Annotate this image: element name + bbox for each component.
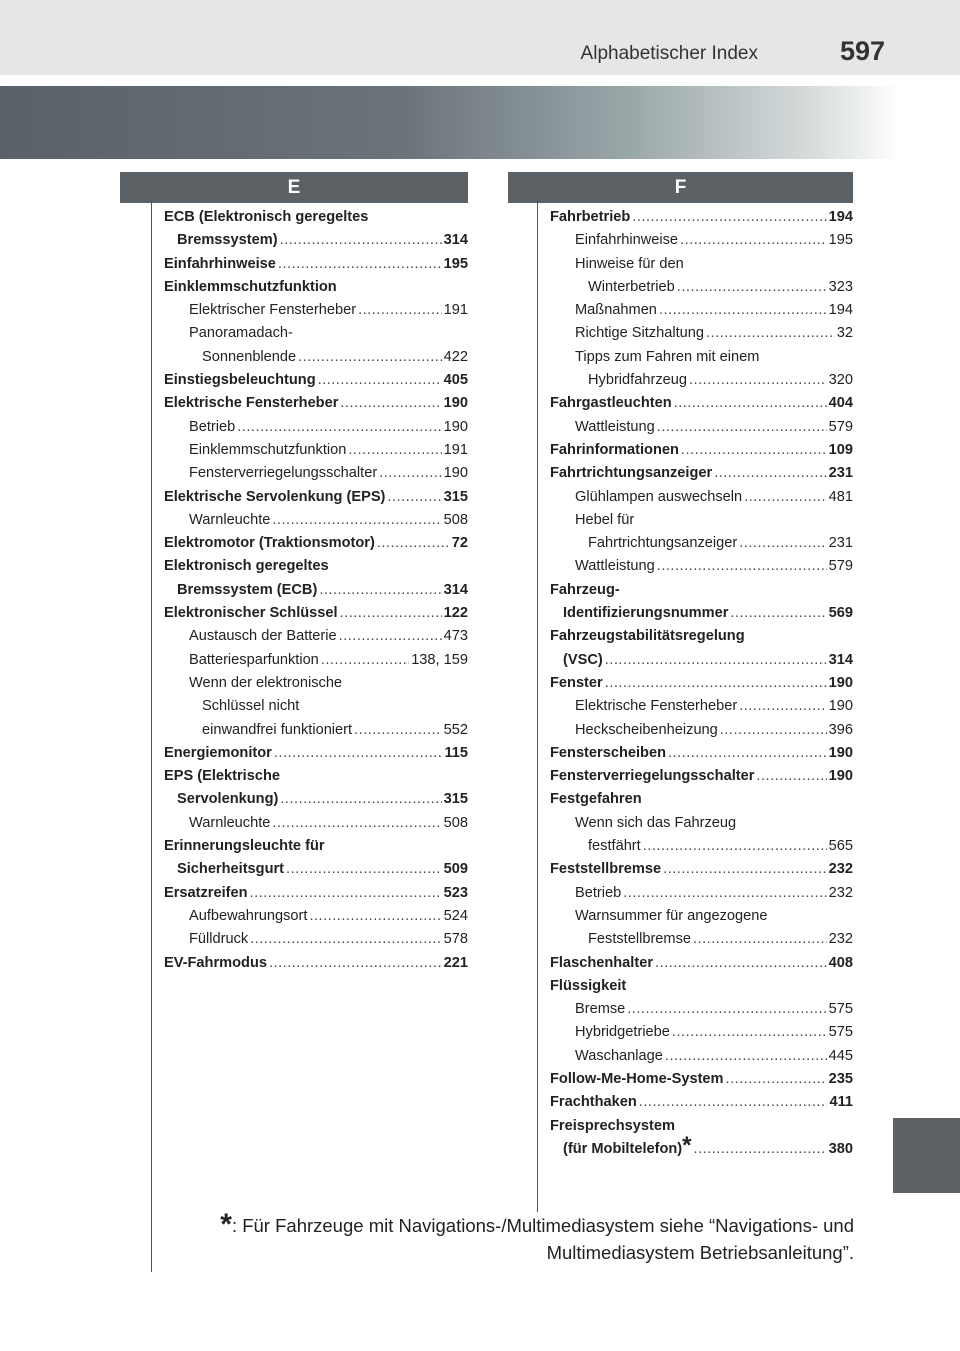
index-entry bbox=[164, 882, 468, 905]
page-reference: 122 bbox=[443, 605, 468, 622]
page-reference: 315 bbox=[443, 791, 468, 808]
index-entry bbox=[164, 602, 468, 625]
index-entry bbox=[164, 812, 468, 835]
index-entry bbox=[550, 812, 853, 859]
index-entry bbox=[550, 579, 853, 626]
index-entry bbox=[550, 509, 853, 556]
entry-text: Fensterverriegelungsschalter bbox=[189, 465, 378, 482]
page-reference: 408 bbox=[828, 954, 853, 971]
dot-leader bbox=[739, 695, 826, 718]
index-entry bbox=[164, 649, 468, 672]
entry-text: Elektronisch geregeltes bbox=[164, 558, 329, 575]
section-heading-e: E bbox=[120, 172, 468, 203]
page-reference: 508 bbox=[443, 814, 468, 831]
entry-text: Follow-Me-Home-System bbox=[550, 1070, 724, 1087]
index-entry bbox=[550, 975, 853, 998]
index-entry bbox=[550, 742, 853, 765]
dot-leader bbox=[298, 346, 442, 369]
entry-text: Fahrgastleuchten bbox=[550, 395, 672, 412]
index-entry bbox=[164, 369, 468, 392]
index-entry bbox=[550, 1021, 853, 1044]
page-reference: 190 bbox=[828, 674, 853, 691]
dot-leader bbox=[274, 742, 443, 765]
dot-leader bbox=[655, 952, 827, 975]
dot-leader bbox=[643, 835, 827, 858]
page-reference: 524 bbox=[443, 907, 468, 924]
page-reference: 569 bbox=[828, 605, 853, 622]
page-reference: 422 bbox=[443, 348, 468, 365]
entry-text: ECB (Elektronisch geregeltes bbox=[164, 209, 369, 225]
entry-text: Hebel für bbox=[575, 511, 635, 528]
dot-leader bbox=[280, 788, 441, 811]
entry-text: Winterbetrieb bbox=[588, 278, 675, 295]
page-reference: 195 bbox=[828, 232, 853, 249]
entry-text: Feststellbremse bbox=[550, 861, 662, 878]
dot-leader bbox=[744, 486, 827, 509]
page-reference: 190 bbox=[443, 418, 468, 435]
page-reference: 575 bbox=[828, 1024, 853, 1041]
entry-text: Wenn der elektronische bbox=[189, 674, 343, 691]
dot-leader bbox=[632, 206, 826, 229]
index-entry bbox=[550, 788, 853, 811]
entry-text: Einfahrhinweise bbox=[164, 255, 276, 272]
index-column-e bbox=[164, 206, 468, 975]
page-reference: 194 bbox=[828, 209, 853, 225]
index-entry bbox=[550, 206, 853, 229]
page-reference: 190 bbox=[443, 395, 468, 412]
entry-text: Bremse bbox=[575, 1001, 626, 1018]
dot-leader bbox=[657, 416, 827, 439]
entry-text: festfährt bbox=[588, 838, 641, 855]
index-entry bbox=[164, 486, 468, 509]
entry-text: Betrieb bbox=[189, 418, 236, 435]
entry-text: Flaschenhalter bbox=[550, 954, 654, 971]
entry-text: einwandfrei funktioniert bbox=[202, 721, 353, 738]
entry-text: Identifizierungsnummer bbox=[563, 605, 729, 622]
entry-text: (VSC) bbox=[563, 651, 603, 668]
entry-text: Hybridfahrzeug bbox=[588, 372, 687, 389]
page-reference: 523 bbox=[443, 884, 468, 901]
index-entry bbox=[550, 486, 853, 509]
dot-leader bbox=[286, 858, 442, 881]
index-entry bbox=[164, 392, 468, 415]
page-reference: 320 bbox=[828, 372, 853, 389]
footnote bbox=[200, 1208, 854, 1266]
page-reference: 445 bbox=[828, 1047, 853, 1064]
dot-leader bbox=[269, 952, 442, 975]
entry-text: Heckscheibenheizung bbox=[575, 721, 718, 738]
entry-text: Elektrischer Fensterheber bbox=[189, 302, 357, 319]
page-reference: 579 bbox=[828, 558, 853, 575]
entry-text: Richtige Sitzhaltung bbox=[575, 325, 704, 342]
dot-leader bbox=[319, 579, 441, 602]
page-reference: 404 bbox=[828, 395, 853, 412]
entry-text: Bremssystem (ECB) bbox=[177, 581, 318, 598]
page-reference: 411 bbox=[829, 1094, 853, 1111]
index-entry bbox=[550, 346, 853, 393]
entry-text: Betrieb bbox=[575, 884, 622, 901]
index-entry bbox=[550, 765, 853, 788]
index-entry bbox=[550, 695, 853, 718]
entry-text: Batteriesparfunktion bbox=[189, 651, 319, 668]
entry-text: Fensterverriegelungsschalter bbox=[550, 768, 755, 785]
entry-text: Einklemmschutzfunktion bbox=[164, 278, 337, 295]
dot-leader bbox=[348, 439, 441, 462]
page-reference: 190 bbox=[828, 744, 853, 761]
page-reference: 323 bbox=[828, 278, 853, 295]
dot-leader bbox=[659, 299, 827, 322]
dot-leader bbox=[379, 462, 441, 485]
footnote-marker: * bbox=[220, 1208, 232, 1241]
index-entry bbox=[550, 998, 853, 1021]
entry-text: Tipps zum Fahren mit einem bbox=[575, 348, 760, 365]
entry-text: Elektrische Fensterheber bbox=[575, 698, 738, 715]
index-entry bbox=[164, 905, 468, 928]
page-reference: 314 bbox=[828, 651, 853, 668]
page-reference: 232 bbox=[828, 884, 853, 901]
page-reference: 396 bbox=[828, 721, 853, 738]
page-reference: 231 bbox=[828, 465, 853, 482]
column-divider-middle bbox=[537, 200, 538, 1212]
page-reference: 405 bbox=[443, 372, 468, 389]
page-reference: 138, 159 bbox=[411, 651, 468, 668]
index-entry bbox=[164, 625, 468, 648]
page-reference: 190 bbox=[443, 465, 468, 482]
index-entry bbox=[550, 462, 853, 485]
index-entry bbox=[164, 276, 468, 299]
index-entry bbox=[550, 1091, 853, 1114]
dot-leader bbox=[680, 229, 827, 252]
index-entry bbox=[550, 416, 853, 439]
dot-leader bbox=[627, 998, 826, 1021]
entry-text: Schlüssel nicht bbox=[202, 698, 300, 715]
dot-leader bbox=[237, 416, 441, 439]
entry-text: Servolenkung) bbox=[177, 791, 279, 808]
index-entry bbox=[550, 1045, 853, 1068]
dot-leader bbox=[377, 532, 450, 555]
entry-text: Einstiegsbeleuchtung bbox=[164, 372, 316, 389]
index-entry bbox=[164, 322, 468, 369]
dot-leader bbox=[668, 742, 827, 765]
page-header-title: Alphabetischer Index bbox=[580, 43, 758, 64]
entry-text: Bremssystem) bbox=[177, 232, 278, 249]
dot-leader bbox=[321, 649, 409, 672]
index-entry bbox=[550, 322, 853, 345]
entry-text: Hinweise für den bbox=[575, 255, 684, 272]
index-entry bbox=[164, 952, 468, 975]
entry-text: Sonnenblende bbox=[202, 348, 297, 365]
dot-leader bbox=[756, 765, 826, 788]
index-entry bbox=[550, 253, 853, 300]
dot-leader bbox=[339, 625, 442, 648]
page-reference: 315 bbox=[443, 488, 468, 505]
dot-leader bbox=[354, 719, 442, 742]
page-reference: 552 bbox=[443, 721, 468, 738]
index-entry bbox=[550, 229, 853, 252]
dot-leader bbox=[340, 392, 441, 415]
entry-text: Festgefahren bbox=[550, 791, 642, 808]
dot-leader bbox=[677, 276, 827, 299]
entry-text: Warnsummer für angezogene bbox=[575, 907, 768, 924]
index-entry bbox=[164, 672, 468, 742]
index-entry bbox=[164, 462, 468, 485]
footnote-text: : Für Fahrzeuge mit Navigations-/Multimediasystem siehe “Navigations- und Multimediasystem Betriebsanleitung”. bbox=[231, 1215, 854, 1263]
chapter-tab-marker bbox=[893, 1118, 960, 1193]
page-reference: 231 bbox=[828, 535, 853, 552]
section-heading-f: F bbox=[508, 172, 853, 203]
dot-leader bbox=[672, 1021, 827, 1044]
dot-leader bbox=[714, 462, 826, 485]
dot-leader bbox=[694, 1138, 827, 1161]
index-entry: Freisprechsystem (für Mobiltelefon) * ..... 380 bbox=[550, 1115, 853, 1162]
entry-text: Flüssigkeit bbox=[550, 977, 627, 994]
index-entry bbox=[550, 392, 853, 415]
page-reference: 473 bbox=[443, 628, 468, 645]
page-reference: 109 bbox=[828, 441, 853, 458]
page-reference: 221 bbox=[443, 954, 468, 971]
index-entry bbox=[550, 625, 853, 672]
entry-text: EPS (Elektrische bbox=[164, 768, 280, 785]
index-entry bbox=[550, 299, 853, 322]
entry-text: Warnleuchte bbox=[189, 511, 271, 528]
entry-text: Sicherheitsgurt bbox=[177, 861, 285, 878]
entry-text: Fensterscheiben bbox=[550, 744, 666, 761]
dot-leader bbox=[387, 486, 441, 509]
index-entry bbox=[164, 509, 468, 532]
dot-leader bbox=[674, 392, 827, 415]
entry-text: (für Mobiltelefon) bbox=[563, 1140, 683, 1157]
entry-text: Wattleistung bbox=[575, 418, 655, 435]
decorative-banner bbox=[0, 86, 900, 159]
index-entry bbox=[164, 206, 468, 253]
entry-text: Ersatzreifen bbox=[164, 884, 248, 901]
entry-text: Einklemmschutzfunktion bbox=[189, 441, 347, 458]
dot-leader bbox=[623, 882, 826, 905]
entry-text: Fahrbetrieb bbox=[550, 209, 631, 225]
entry-text: Wattleistung bbox=[575, 558, 655, 575]
index-entry bbox=[550, 1068, 853, 1091]
dot-leader bbox=[726, 1068, 827, 1091]
dot-leader bbox=[739, 532, 826, 555]
index-entry bbox=[550, 952, 853, 975]
page-reference: 32 bbox=[836, 325, 853, 342]
entry-text: Elektrische Fensterheber bbox=[164, 395, 339, 412]
page-reference: 195 bbox=[443, 255, 468, 272]
dot-leader bbox=[272, 812, 441, 835]
index-entry bbox=[164, 439, 468, 462]
dot-leader bbox=[720, 719, 827, 742]
index-entry bbox=[164, 835, 468, 882]
entry-text: Elektrische Servolenkung (EPS) bbox=[164, 488, 386, 505]
dot-leader bbox=[250, 882, 442, 905]
index-entry bbox=[550, 555, 853, 578]
entry-text: Fahrzeug- bbox=[550, 581, 620, 598]
index-entry bbox=[164, 555, 468, 602]
header-band bbox=[0, 0, 960, 75]
page-reference: 191 bbox=[443, 441, 468, 458]
entry-text: Fahrtrichtungsanzeiger bbox=[550, 465, 713, 482]
page-reference: 565 bbox=[828, 838, 853, 855]
index-entry bbox=[164, 928, 468, 951]
index-entry bbox=[550, 905, 853, 952]
index-entry bbox=[164, 765, 468, 812]
dot-leader bbox=[689, 369, 827, 392]
dot-leader bbox=[605, 649, 827, 672]
entry-text: Austausch der Batterie bbox=[189, 628, 337, 645]
page-reference: 508 bbox=[443, 511, 468, 528]
entry-text: Einfahrhinweise bbox=[575, 232, 679, 249]
entry-text: Fahrinformationen bbox=[550, 441, 679, 458]
page-reference: 235 bbox=[828, 1070, 853, 1087]
index-entry bbox=[164, 532, 468, 555]
page-reference: 191 bbox=[443, 302, 468, 319]
page-reference: 232 bbox=[828, 931, 853, 948]
page-reference: 579 bbox=[828, 418, 853, 435]
column-divider-left bbox=[151, 200, 152, 1272]
dot-leader bbox=[681, 439, 827, 462]
page-reference: 578 bbox=[443, 931, 468, 948]
dot-leader bbox=[730, 602, 826, 625]
entry-text: Wenn sich das Fahrzeug bbox=[575, 814, 737, 831]
entry-text: EV-Fahrmodus bbox=[164, 954, 267, 971]
page-reference: 314 bbox=[443, 581, 468, 598]
dot-leader bbox=[309, 905, 441, 928]
entry-text: Elektronischer Schlüssel bbox=[164, 605, 338, 622]
page-reference: 190 bbox=[828, 698, 853, 715]
page-reference: 314 bbox=[443, 232, 468, 249]
entry-text: Fahrzeugstabilitätsregelung bbox=[550, 628, 745, 645]
index-entry bbox=[550, 858, 853, 881]
index-entry bbox=[164, 253, 468, 276]
dot-leader bbox=[706, 322, 835, 345]
page-reference: 380 bbox=[828, 1140, 853, 1157]
entry-text: Maßnahmen bbox=[575, 302, 657, 319]
entry-text: Glühlampen auswechseln bbox=[575, 488, 743, 505]
entry-text: Elektromotor (Traktionsmotor) bbox=[164, 535, 375, 552]
entry-text: Energiemonitor bbox=[164, 744, 272, 761]
index-entry bbox=[164, 416, 468, 439]
page-reference: 72 bbox=[451, 535, 468, 552]
index-column-f bbox=[550, 206, 853, 1161]
page-reference: 194 bbox=[828, 302, 853, 319]
entry-text: Erinnerungsleuchte für bbox=[164, 838, 325, 855]
page-reference: 481 bbox=[828, 488, 853, 505]
entry-text: Panoramadach- bbox=[189, 325, 293, 342]
page-reference: 575 bbox=[828, 1001, 853, 1018]
page-reference: 232 bbox=[828, 861, 853, 878]
entry-text: Aufbewahrungsort bbox=[189, 907, 308, 924]
index-entry bbox=[550, 882, 853, 905]
entry-text: Waschanlage bbox=[575, 1047, 663, 1064]
dot-leader bbox=[318, 369, 442, 392]
dot-leader bbox=[639, 1091, 828, 1114]
dot-leader bbox=[358, 299, 442, 322]
dot-leader bbox=[280, 229, 442, 252]
page-reference: 509 bbox=[443, 861, 468, 878]
index-entry bbox=[164, 742, 468, 765]
entry-text: Freisprechsystem bbox=[550, 1117, 675, 1134]
entry-text: Fülldruck bbox=[189, 931, 249, 948]
page-reference: 190 bbox=[828, 768, 853, 785]
entry-text: Warnleuchte bbox=[189, 814, 271, 831]
dot-leader bbox=[250, 928, 441, 951]
entry-text: Feststellbremse bbox=[588, 931, 691, 948]
dot-leader bbox=[663, 858, 827, 881]
index-entry bbox=[550, 719, 853, 742]
entry-text: Hybridgetriebe bbox=[575, 1024, 670, 1041]
index-entry bbox=[550, 672, 853, 695]
dot-leader bbox=[665, 1045, 827, 1068]
dot-leader bbox=[340, 602, 442, 625]
entry-text: Frachthaken bbox=[550, 1094, 637, 1111]
entry-text: Fenster bbox=[550, 674, 603, 691]
dot-leader bbox=[278, 253, 442, 276]
dot-leader bbox=[657, 555, 827, 578]
dot-leader bbox=[693, 928, 827, 951]
dot-leader bbox=[272, 509, 441, 532]
index-entry bbox=[164, 299, 468, 322]
dot-leader bbox=[605, 672, 827, 695]
index-entry bbox=[550, 439, 853, 462]
entry-text: Fahrtrichtungsanzeiger bbox=[588, 535, 738, 552]
page-number: 597 bbox=[839, 36, 885, 66]
page-reference: 115 bbox=[444, 744, 468, 761]
